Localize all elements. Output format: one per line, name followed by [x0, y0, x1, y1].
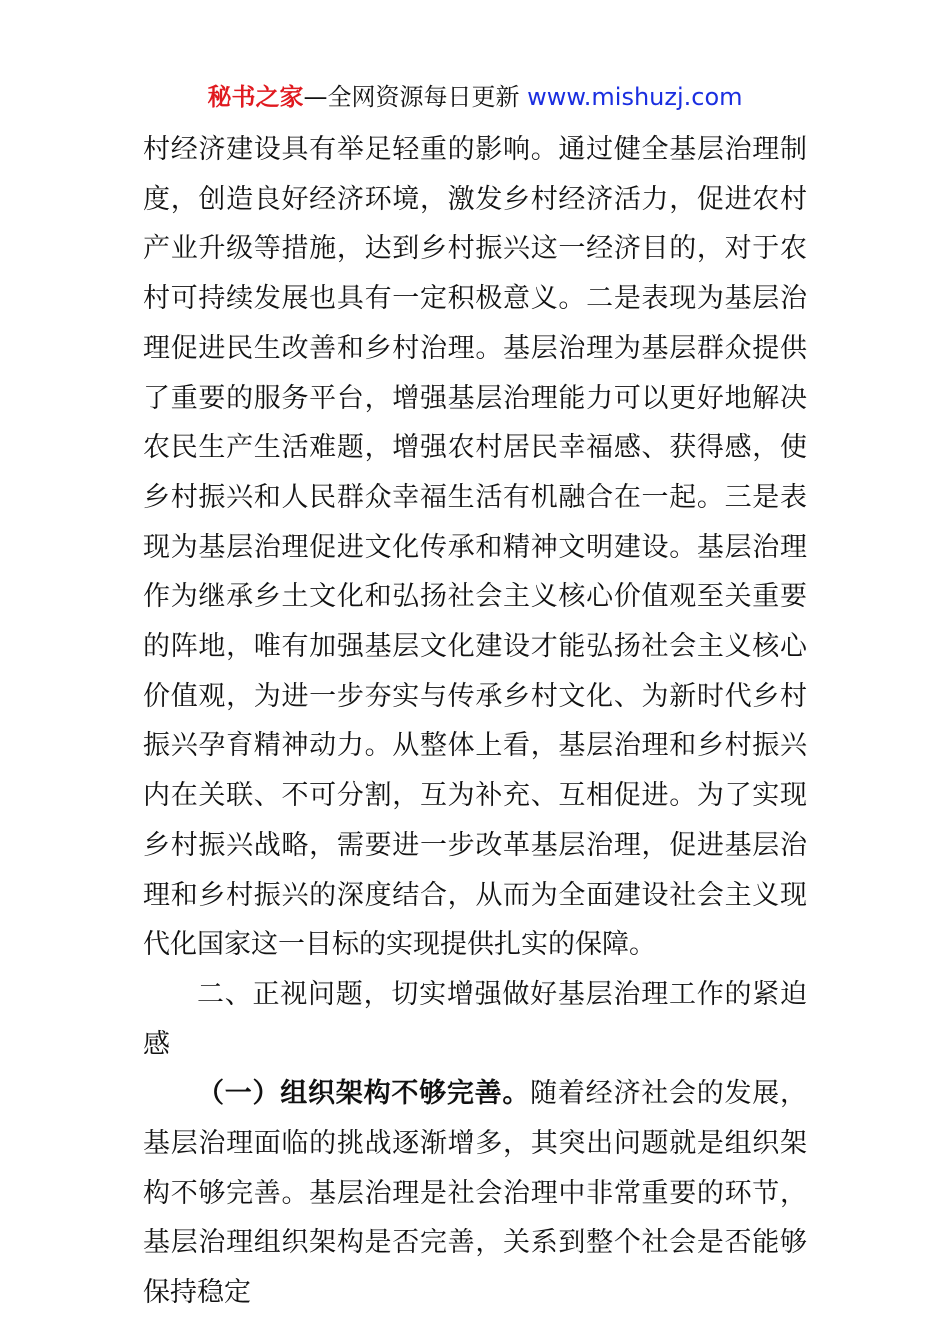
paragraph-subsection: [143, 1069, 807, 1318]
paragraph-continued: 村经济建设具有举足轻重的影响。通过健全基层治理制度，创造良好经济环境，激发乡村经济活力，促进农村产业升级等措施，达到乡村振兴这一经济目的，对于农村可持续发展也具有一定积极意义。二是表现为基层治理促进民生改善和乡村治理。基层治理为基层群众提供了重要的服务平台，增强基层治理能力可以更好地解决农民生产生活难题，增强农村居民幸福感、获得感，使乡村振兴和人民群众幸福生活有机融合在一起。三是表现为基层治理促进文化传承和精神文明建设。基层治理作为继承乡土文化和弘扬社会主义核心价值观至关重要的阵地，唯有加强基层文化建设才能弘扬社会主义核心价值观，为进一步夯实与传承乡村文化、为新时代乡村振兴孕育精神动力。从整体上看，基层治理和乡村振兴内在关联、不可分割，互为补充、互相促进。为了实现乡村振兴战略，需要进一步改革基层治理，促进基层治理和乡村振兴的深度结合，从而为全面建设社会主义现代化国家这一目标的实现提供扎实的保障。: [143, 134, 807, 961]
site-url-link[interactable]: www.mishuzj.com: [527, 83, 743, 111]
subsection-title: （一）组织架构不够完善。: [197, 1078, 531, 1110]
site-brand: 秘书之家: [207, 83, 304, 111]
section-heading: 二、正视问题，切实增强做好基层治理工作的紧迫感: [143, 978, 807, 1060]
site-header: [0, 80, 950, 114]
subsection-body: 随着经济社会的发展，基层治理面临的挑战逐渐增多，其突出问题就是组织架构不够完善。基层治理是社会治理中非常重要的环节，基层治理组织架构是否完善，关系到整个社会是否能够保持稳定: [143, 1078, 808, 1309]
site-tagline: —全网资源每日更新: [303, 83, 520, 111]
document-body: [143, 125, 807, 1318]
